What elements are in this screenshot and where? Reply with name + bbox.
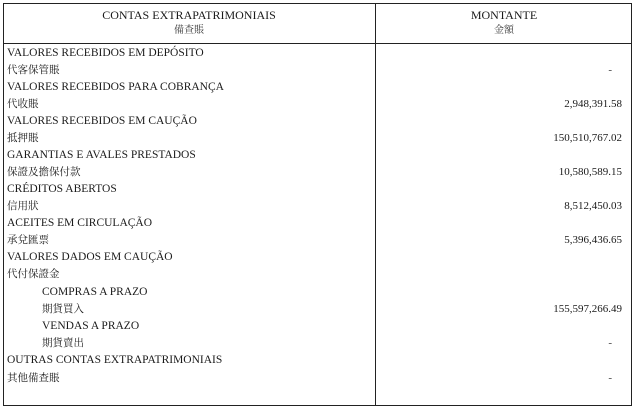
table-row <box>4 352 630 369</box>
row-label: 代客保管賬 <box>7 64 60 76</box>
row-amount: 10,580,589.15 <box>558 166 622 178</box>
row-label: 代收賬 <box>7 98 39 110</box>
header-accounts <box>3 8 375 38</box>
table-row <box>4 164 630 181</box>
table-row <box>4 370 630 387</box>
row-amount: 2,948,391.58 <box>564 98 622 110</box>
table-row <box>4 130 630 147</box>
row-amount: 8,512,450.03 <box>564 200 622 212</box>
table-row <box>4 62 630 79</box>
header-amount-title: MONTANTE <box>470 8 538 22</box>
row-amount: - <box>608 372 612 384</box>
table-row <box>4 181 630 198</box>
row-label: VALORES RECEBIDOS PARA COBRANÇA <box>7 81 224 93</box>
row-amount: 150,510,767.02 <box>553 132 622 144</box>
row-label: 其他備查賬 <box>7 372 60 384</box>
table-row <box>4 301 630 318</box>
table-row <box>4 113 630 130</box>
row-amount: 155,597,266.49 <box>553 303 622 315</box>
row-amount: - <box>608 64 612 76</box>
table-row <box>4 45 630 62</box>
table-row <box>4 284 630 301</box>
row-label: 代付保證金 <box>7 268 60 280</box>
row-label: COMPRAS A PRAZO <box>42 286 148 298</box>
header-accounts-title: CONTAS EXTRAPATRIMONIAIS <box>102 8 276 22</box>
row-label: 承兌匯票 <box>7 234 49 246</box>
table-row <box>4 232 630 249</box>
row-label: CRÉDITOS ABERTOS <box>7 183 117 195</box>
row-label: 抵押賬 <box>7 132 39 144</box>
row-label: GARANTIAS E AVALES PRESTADOS <box>7 149 196 161</box>
row-label: ACEITES EM CIRCULAÇÃO <box>7 217 153 229</box>
row-label: OUTRAS CONTAS EXTRAPATRIMONIAIS <box>7 354 223 366</box>
table-row <box>4 198 630 215</box>
table-row <box>4 335 630 352</box>
row-label: VENDAS A PRAZO <box>42 320 140 332</box>
row-amount: - <box>608 337 612 349</box>
row-label: 信用狀 <box>7 200 39 212</box>
row-label: 期貨賣出 <box>42 337 84 349</box>
table-row <box>4 318 630 335</box>
row-label: 期貨買入 <box>42 303 84 315</box>
table-row <box>4 249 630 266</box>
header-divider <box>3 43 632 44</box>
header-amount-subtitle: 金額 <box>494 25 514 36</box>
table-row <box>4 79 630 96</box>
header-accounts-subtitle: 備查賬 <box>174 25 204 36</box>
row-label: VALORES RECEBIDOS EM CAUÇÃO <box>7 115 197 127</box>
row-label: VALORES DADOS EM CAUÇÃO <box>7 251 173 263</box>
table-row <box>4 96 630 113</box>
table-row <box>4 147 630 164</box>
table-row <box>4 215 630 232</box>
row-label: 保證及擔保付款 <box>7 166 81 178</box>
row-label: VALORES RECEBIDOS EM DEPÓSITO <box>7 47 204 59</box>
header-amount <box>376 8 632 38</box>
table-row <box>4 266 630 283</box>
row-amount: 5,396,436.65 <box>564 234 622 246</box>
